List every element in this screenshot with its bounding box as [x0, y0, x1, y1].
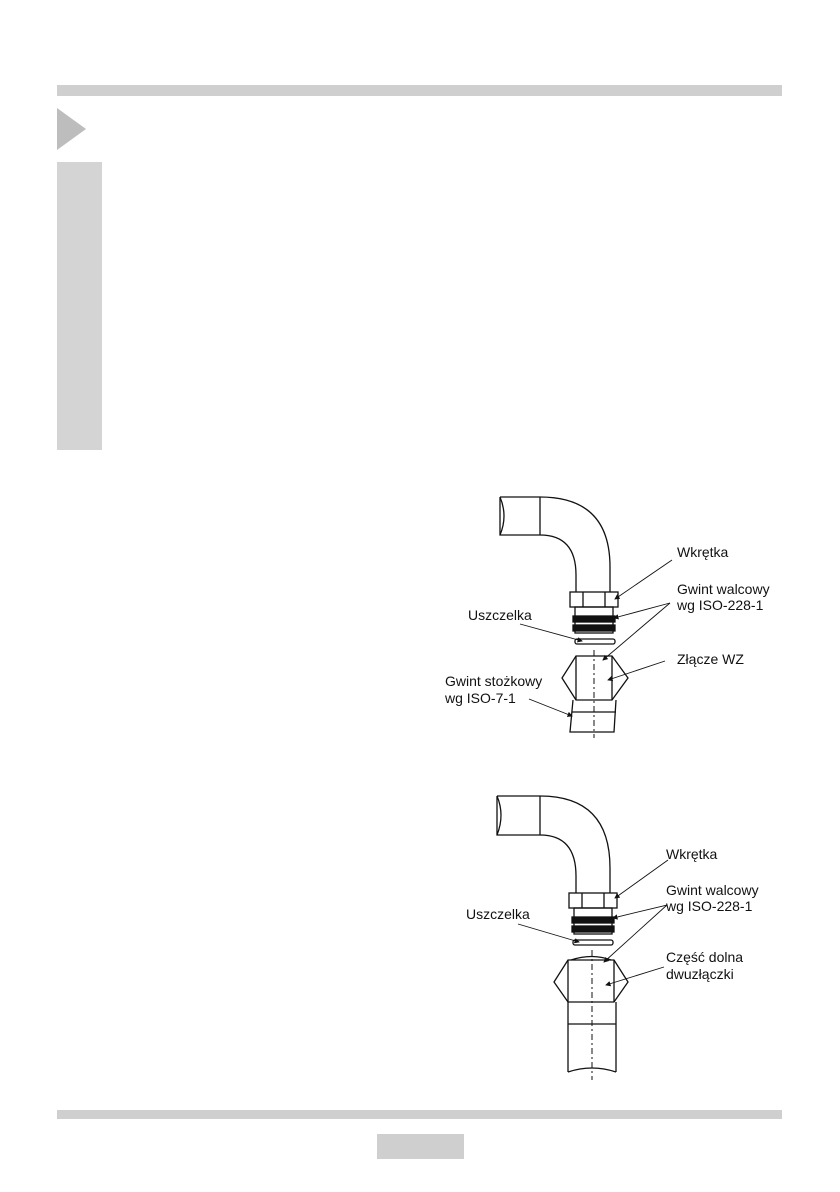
top-connector-taper	[570, 700, 616, 732]
bottom-thread	[572, 908, 614, 934]
top-pipe-elbow	[500, 497, 610, 592]
label-top-taper-line2: wg ISO-7-1	[445, 690, 516, 706]
label-bottom-thread-line1: Gwint walcowy	[666, 882, 759, 898]
label-top-connector: Złącze WZ	[677, 651, 744, 667]
bottom-pipe-elbow	[497, 796, 610, 893]
label-top-nut: Wkrętka	[677, 544, 729, 560]
label-top-thread-line2: wg ISO-228-1	[677, 597, 764, 613]
top-nut	[570, 592, 618, 607]
label-bottom-thread-line2: wg ISO-228-1	[666, 898, 753, 914]
label-bottom-part-line1: Część dolna	[666, 949, 744, 965]
label-bottom-gasket: Uszczelka	[466, 906, 530, 922]
top-thread	[573, 607, 615, 633]
label-top-taper-line1: Gwint stożkowy	[445, 673, 543, 689]
label-top-thread-line1: Gwint walcowy	[677, 581, 770, 597]
bottom-gasket	[573, 940, 613, 945]
top-connector-hex	[562, 656, 628, 700]
label-bottom-part-line2: dwuzłączki	[666, 966, 734, 982]
label-top-gasket: Uszczelka	[468, 607, 532, 623]
bottom-lower-part-hex	[554, 957, 628, 1003]
bottom-nut	[569, 893, 617, 908]
top-gasket	[575, 639, 615, 644]
label-bottom-nut: Wkrętka	[666, 846, 718, 862]
